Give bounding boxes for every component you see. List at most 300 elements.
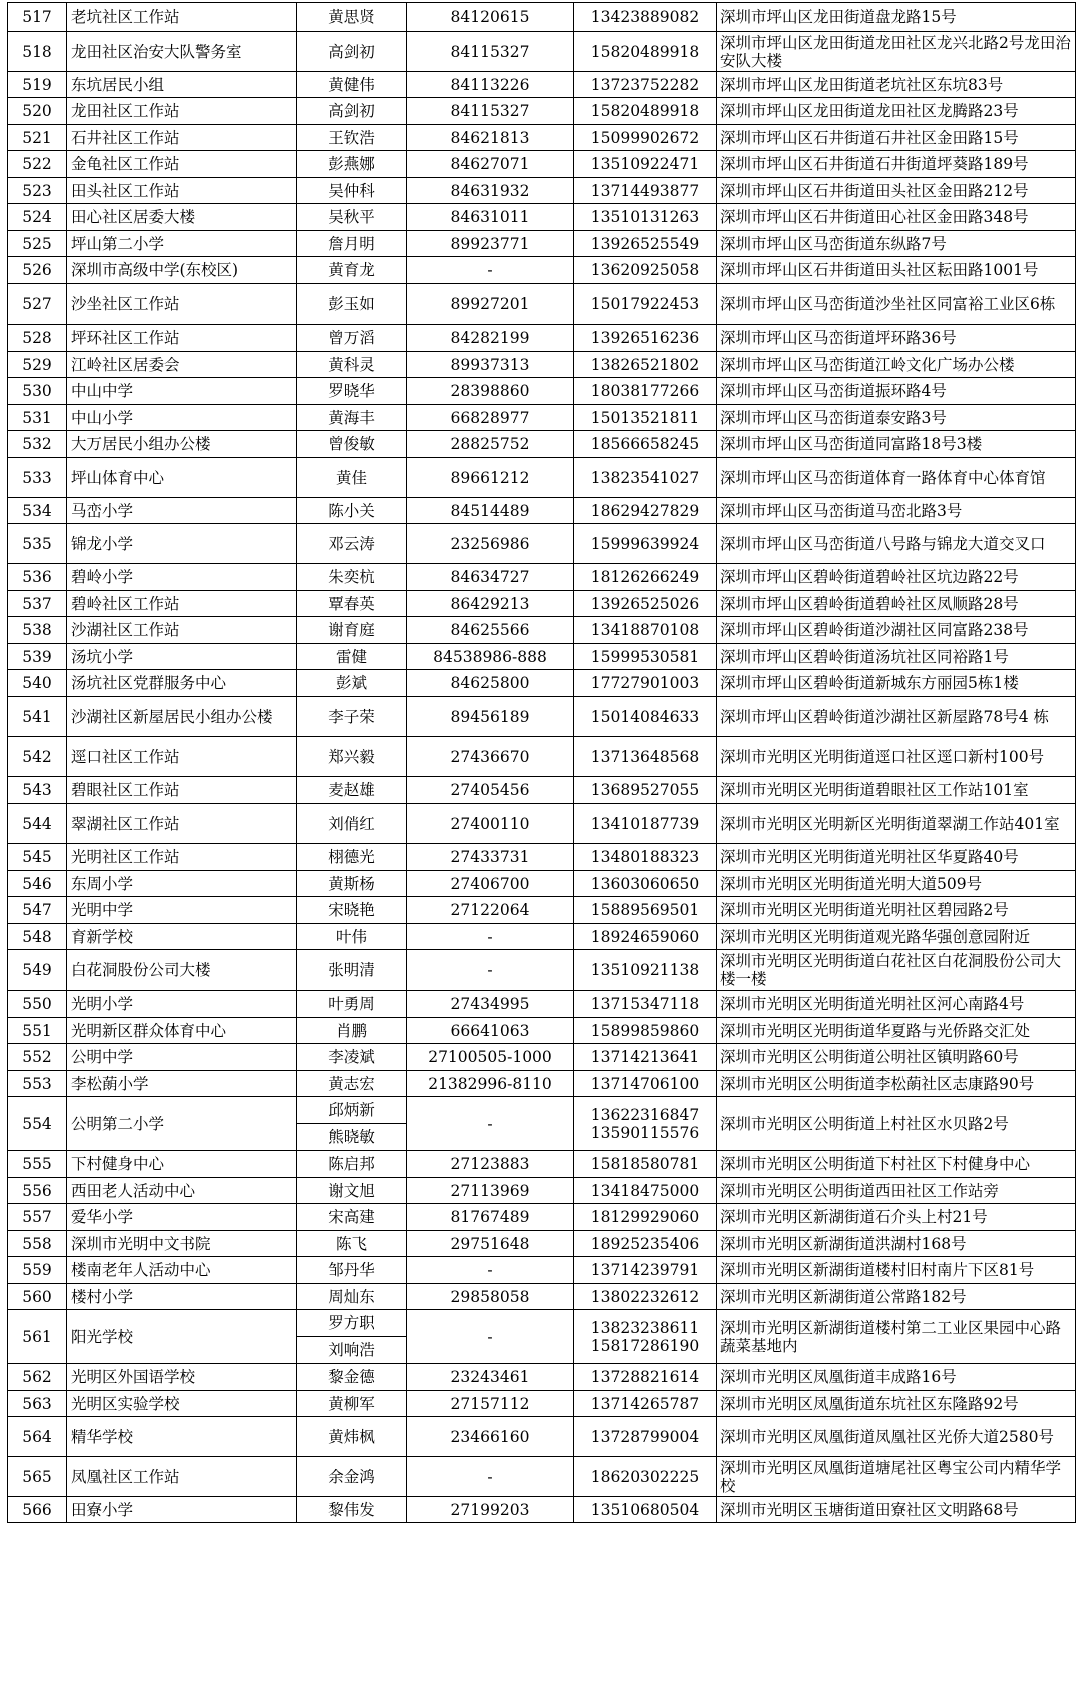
site-address: 深圳市光明区新湖街道石介头上村21号 bbox=[717, 1204, 1076, 1231]
mobile-phone bbox=[574, 777, 717, 804]
table-row bbox=[8, 844, 1076, 871]
mobile-number: 13823541027 bbox=[590, 468, 700, 487]
mobile-number: 13713648568 bbox=[590, 747, 700, 766]
office-phone: 23466160 bbox=[407, 1417, 574, 1457]
row-number: 519 bbox=[8, 72, 67, 98]
site-address: 深圳市光明区凤凰街道凤凰社区光侨大道2580号 bbox=[717, 1417, 1076, 1457]
row-number: 554 bbox=[8, 1097, 67, 1151]
contact-person: 詹月明 bbox=[297, 231, 407, 257]
site-address: 深圳市坪山区马峦街道振环路4号 bbox=[717, 378, 1076, 405]
table-row bbox=[8, 1457, 1076, 1497]
row-number: 530 bbox=[8, 378, 67, 405]
row-number: 564 bbox=[8, 1417, 67, 1457]
site-address: 深圳市坪山区马峦街道江岭文化广场办公楼 bbox=[717, 352, 1076, 378]
mobile-phone bbox=[574, 991, 717, 1018]
mobile-number: 15999639924 bbox=[590, 534, 700, 553]
office-phone: 29858058 bbox=[407, 1284, 574, 1310]
site-name: 下村健身中心 bbox=[67, 1151, 297, 1178]
row-number: 525 bbox=[8, 231, 67, 257]
office-phone: 84625566 bbox=[407, 617, 574, 644]
table-row bbox=[8, 591, 1076, 617]
site-address: 深圳市坪山区马峦街道八号路与锦龙大道交叉口 bbox=[717, 524, 1076, 564]
office-phone: 89937313 bbox=[407, 352, 574, 378]
mobile-phone bbox=[574, 1097, 717, 1151]
office-phone: - bbox=[407, 1457, 574, 1497]
site-name: 光明区外国语学校 bbox=[67, 1364, 297, 1391]
mobile-number: 15099902672 bbox=[590, 128, 700, 147]
table-body bbox=[8, 3, 1076, 1523]
row-number: 540 bbox=[8, 670, 67, 697]
mobile-number: 13480188323 bbox=[590, 848, 700, 866]
row-number: 532 bbox=[8, 431, 67, 458]
mobile-phone bbox=[574, 1071, 717, 1097]
row-number: 546 bbox=[8, 871, 67, 897]
site-name: 龙田社区工作站 bbox=[67, 98, 297, 125]
contact-person: 熊晓敏 bbox=[297, 1124, 407, 1151]
mobile-number: 18925235406 bbox=[590, 1234, 700, 1253]
mobile-phone bbox=[574, 231, 717, 257]
office-phone: 89456189 bbox=[407, 697, 574, 737]
office-phone: 66828977 bbox=[407, 405, 574, 431]
site-name: 金龟社区工作站 bbox=[67, 151, 297, 178]
mobile-number: 13714239791 bbox=[590, 1261, 700, 1279]
contact-person: 黄炜枫 bbox=[297, 1417, 407, 1457]
table-row bbox=[8, 924, 1076, 950]
office-phone: 23243461 bbox=[407, 1364, 574, 1391]
contact-person: 黄斯杨 bbox=[297, 871, 407, 897]
office-phone: 84282199 bbox=[407, 325, 574, 352]
contact-person: 覃春英 bbox=[297, 591, 407, 617]
mobile-phone bbox=[574, 1364, 717, 1391]
site-name: 爱华小学 bbox=[67, 1204, 297, 1231]
contact-person: 黎伟发 bbox=[297, 1497, 407, 1523]
table-row bbox=[8, 1364, 1076, 1391]
site-address: 深圳市坪山区马峦街道坪环路36号 bbox=[717, 325, 1076, 352]
mobile-number: 13689527055 bbox=[590, 781, 700, 799]
contact-person: 谢文旭 bbox=[297, 1178, 407, 1204]
office-phone: 21382996-8110 bbox=[407, 1071, 574, 1097]
site-address: 深圳市光明区公明街道公明社区镇明路60号 bbox=[717, 1044, 1076, 1071]
mobile-phone bbox=[574, 284, 717, 325]
mobile-number: 18126266249 bbox=[590, 568, 700, 586]
table-row bbox=[8, 644, 1076, 670]
mobile-number: 18620302225 bbox=[590, 1467, 700, 1486]
office-phone: 84115327 bbox=[407, 98, 574, 125]
mobile-number: 13603060650 bbox=[590, 874, 700, 893]
table-row bbox=[8, 1257, 1076, 1284]
contact-person: 邹丹华 bbox=[297, 1257, 407, 1284]
site-address: 深圳市光明区凤凰街道塘尾社区粤宝公司内精华学校 bbox=[717, 1457, 1076, 1497]
mobile-phone bbox=[574, 897, 717, 924]
site-name: 西田老人活动中心 bbox=[67, 1178, 297, 1204]
mobile-number: 13826521802 bbox=[590, 355, 700, 374]
contact-person: 高剑初 bbox=[297, 98, 407, 125]
table-row bbox=[8, 804, 1076, 844]
mobile-number: 13714493877 bbox=[590, 181, 700, 200]
table-row bbox=[8, 564, 1076, 591]
site-name: 精华学校 bbox=[67, 1417, 297, 1457]
office-phone: 28398860 bbox=[407, 378, 574, 405]
office-phone: - bbox=[407, 950, 574, 991]
office-phone: 27433731 bbox=[407, 844, 574, 871]
site-name: 沙坐社区工作站 bbox=[67, 284, 297, 325]
site-name: 光明区实验学校 bbox=[67, 1391, 297, 1417]
table-row bbox=[8, 871, 1076, 897]
office-phone: 27405456 bbox=[407, 777, 574, 804]
mobile-phone bbox=[574, 871, 717, 897]
site-address: 深圳市坪山区碧岭街道汤坑社区同裕路1号 bbox=[717, 644, 1076, 670]
row-number: 522 bbox=[8, 151, 67, 178]
contact-person: 黎金德 bbox=[297, 1364, 407, 1391]
site-name: 光明社区工作站 bbox=[67, 844, 297, 871]
contact-person: 曾万滔 bbox=[297, 325, 407, 352]
site-name: 沙湖社区新屋居民小组办公楼 bbox=[67, 697, 297, 737]
mobile-number: 18924659060 bbox=[590, 927, 700, 946]
table-row bbox=[8, 151, 1076, 178]
mobile-phone bbox=[574, 1310, 717, 1364]
row-number: 520 bbox=[8, 98, 67, 125]
site-address: 深圳市坪山区石井街道田头社区金田路212号 bbox=[717, 178, 1076, 204]
office-phone: 84113226 bbox=[407, 72, 574, 98]
office-phone: - bbox=[407, 1310, 574, 1364]
table-row bbox=[8, 1044, 1076, 1071]
site-name: 凤凰社区工作站 bbox=[67, 1457, 297, 1497]
contact-person: 刘俏红 bbox=[297, 804, 407, 844]
mobile-number: 13510680504 bbox=[590, 1500, 700, 1519]
site-address: 深圳市坪山区马峦街道泰安路3号 bbox=[717, 405, 1076, 431]
site-address: 深圳市坪山区马峦街道马峦北路3号 bbox=[717, 498, 1076, 524]
row-number: 517 bbox=[8, 3, 67, 32]
mobile-number: 13715347118 bbox=[590, 995, 700, 1013]
site-address: 深圳市光明区光明街道观光路华强创意园附近 bbox=[717, 924, 1076, 950]
mobile-phone bbox=[574, 1284, 717, 1310]
table-row bbox=[8, 231, 1076, 257]
mobile-phone bbox=[574, 1417, 717, 1457]
table-row bbox=[8, 991, 1076, 1018]
mobile-phone bbox=[574, 405, 717, 431]
table-row bbox=[8, 1310, 1076, 1337]
site-name: 田寮小学 bbox=[67, 1497, 297, 1523]
site-address: 深圳市坪山区石井街道田心社区金田路348号 bbox=[717, 204, 1076, 231]
mobile-phone bbox=[574, 1018, 717, 1044]
site-address: 深圳市光明区凤凰街道丰成路16号 bbox=[717, 1364, 1076, 1391]
contact-person: 黄健伟 bbox=[297, 72, 407, 98]
office-phone: 66641063 bbox=[407, 1018, 574, 1044]
contact-person: 周灿东 bbox=[297, 1284, 407, 1310]
table-row bbox=[8, 1284, 1076, 1310]
mobile-number: 13802232612 bbox=[590, 1287, 700, 1306]
contact-person: 罗方职 bbox=[297, 1310, 407, 1337]
site-name: 石井社区工作站 bbox=[67, 125, 297, 151]
row-number: 539 bbox=[8, 644, 67, 670]
contact-person: 宋高建 bbox=[297, 1204, 407, 1231]
office-phone: 27100505-1000 bbox=[407, 1044, 574, 1071]
mobile-number: 13926516236 bbox=[590, 329, 700, 347]
office-phone: 27122064 bbox=[407, 897, 574, 924]
mobile-phone bbox=[574, 1204, 717, 1231]
row-number: 518 bbox=[8, 32, 67, 72]
mobile-phone bbox=[574, 1257, 717, 1284]
contact-person: 叶勇周 bbox=[297, 991, 407, 1018]
office-phone: 27400110 bbox=[407, 804, 574, 844]
site-address: 深圳市光明区新湖街道楼村第二工业区果园中心路蔬菜基地内 bbox=[717, 1310, 1076, 1364]
table-row bbox=[8, 617, 1076, 644]
table-row bbox=[8, 1391, 1076, 1417]
site-name: 坪环社区工作站 bbox=[67, 325, 297, 352]
contact-person: 曾俊敏 bbox=[297, 431, 407, 458]
row-number: 535 bbox=[8, 524, 67, 564]
site-name: 公明中学 bbox=[67, 1044, 297, 1071]
site-address: 深圳市光明区光明街道光明大道509号 bbox=[717, 871, 1076, 897]
site-name: 江岭社区居委会 bbox=[67, 352, 297, 378]
mobile-number: 13620925058 bbox=[590, 261, 700, 279]
site-address: 深圳市坪山区马峦街道沙坐社区同富裕工业区6栋 bbox=[717, 284, 1076, 325]
office-phone: 84627071 bbox=[407, 151, 574, 178]
contact-person: 彭玉如 bbox=[297, 284, 407, 325]
mobile-number: 13714213641 bbox=[590, 1048, 700, 1066]
office-phone: 89923771 bbox=[407, 231, 574, 257]
row-number: 555 bbox=[8, 1151, 67, 1178]
office-phone: 86429213 bbox=[407, 591, 574, 617]
table-row bbox=[8, 458, 1076, 498]
office-phone: 84514489 bbox=[407, 498, 574, 524]
site-name: 锦龙小学 bbox=[67, 524, 297, 564]
site-address: 深圳市光明区公明街道下村社区下村健身中心 bbox=[717, 1151, 1076, 1178]
site-address: 深圳市光明区光明街道华夏路与光侨路交汇处 bbox=[717, 1018, 1076, 1044]
site-address: 深圳市坪山区石井街道田头社区耘田路1001号 bbox=[717, 257, 1076, 284]
site-address: 深圳市坪山区碧岭街道碧岭社区坑边路22号 bbox=[717, 564, 1076, 591]
office-phone: - bbox=[407, 257, 574, 284]
site-name: 楼南老年人活动中心 bbox=[67, 1257, 297, 1284]
mobile-phone bbox=[574, 670, 717, 697]
site-name: 中山小学 bbox=[67, 405, 297, 431]
office-phone: 84115327 bbox=[407, 32, 574, 72]
site-name: 田心社区居委大楼 bbox=[67, 204, 297, 231]
mobile-phone bbox=[574, 378, 717, 405]
site-name: 东坑居民小组 bbox=[67, 72, 297, 98]
table-row bbox=[8, 1097, 1076, 1124]
site-address: 深圳市坪山区碧岭街道沙湖社区同富路238号 bbox=[717, 617, 1076, 644]
site-name: 育新学校 bbox=[67, 924, 297, 950]
mobile-number: 13410187739 bbox=[590, 814, 700, 833]
table-row bbox=[8, 431, 1076, 458]
office-phone: 84538986-888 bbox=[407, 644, 574, 670]
site-address: 深圳市坪山区马峦街道同富路18号3楼 bbox=[717, 431, 1076, 458]
contact-person: 黄思贤 bbox=[297, 3, 407, 32]
site-name: 汤坑社区党群服务中心 bbox=[67, 670, 297, 697]
row-number: 558 bbox=[8, 1231, 67, 1257]
site-name: 碧岭社区工作站 bbox=[67, 591, 297, 617]
mobile-phone bbox=[574, 178, 717, 204]
row-number: 538 bbox=[8, 617, 67, 644]
site-address: 深圳市光明区光明街道碧眼社区工作站101室 bbox=[717, 777, 1076, 804]
row-number: 556 bbox=[8, 1178, 67, 1204]
row-number: 550 bbox=[8, 991, 67, 1018]
mobile-number: 13723752282 bbox=[590, 75, 700, 94]
row-number: 549 bbox=[8, 950, 67, 991]
mobile-number: 18038177266 bbox=[590, 382, 700, 400]
site-name: 深圳市高级中学(东校区) bbox=[67, 257, 297, 284]
site-name: 田头社区工作站 bbox=[67, 178, 297, 204]
mobile-phone bbox=[574, 72, 717, 98]
mobile-number: 13728821614 bbox=[590, 1368, 700, 1386]
contact-person: 吴仲科 bbox=[297, 178, 407, 204]
office-phone: 84120615 bbox=[407, 3, 574, 32]
mobile-phone bbox=[574, 737, 717, 777]
mobile-phone bbox=[574, 32, 717, 72]
contact-person: 叶伟 bbox=[297, 924, 407, 950]
mobile-number: 13510922471 bbox=[590, 155, 700, 173]
row-number: 536 bbox=[8, 564, 67, 591]
row-number: 529 bbox=[8, 352, 67, 378]
mobile-phone bbox=[574, 617, 717, 644]
site-name: 李松蓢小学 bbox=[67, 1071, 297, 1097]
contact-person: 余金鸿 bbox=[297, 1457, 407, 1497]
mobile-phone bbox=[574, 3, 717, 32]
site-name: 东周小学 bbox=[67, 871, 297, 897]
contact-person: 黄佳 bbox=[297, 458, 407, 498]
site-address: 深圳市坪山区龙田街道老坑社区东坑83号 bbox=[717, 72, 1076, 98]
contact-person: 谢育庭 bbox=[297, 617, 407, 644]
mobile-number: 15013521811 bbox=[590, 408, 700, 427]
site-address: 深圳市光明区凤凰街道东坑社区东隆路92号 bbox=[717, 1391, 1076, 1417]
office-phone: 84625800 bbox=[407, 670, 574, 697]
mobile-phone bbox=[574, 125, 717, 151]
mobile-phone bbox=[574, 591, 717, 617]
row-number: 557 bbox=[8, 1204, 67, 1231]
mobile-number: 15820489918 bbox=[590, 102, 700, 120]
mobile-phone bbox=[574, 352, 717, 378]
row-number: 523 bbox=[8, 178, 67, 204]
contact-person: 彭燕娜 bbox=[297, 151, 407, 178]
site-address: 深圳市光明区玉塘街道田寮社区文明路68号 bbox=[717, 1497, 1076, 1523]
row-number: 527 bbox=[8, 284, 67, 325]
office-phone: 27406700 bbox=[407, 871, 574, 897]
contact-person: 栩德光 bbox=[297, 844, 407, 871]
row-number: 561 bbox=[8, 1310, 67, 1364]
contact-person: 郑兴毅 bbox=[297, 737, 407, 777]
row-number: 560 bbox=[8, 1284, 67, 1310]
site-name: 逕口社区工作站 bbox=[67, 737, 297, 777]
contact-person: 刘响浩 bbox=[297, 1337, 407, 1364]
site-address: 深圳市光明区公明街道西田社区工作站旁 bbox=[717, 1178, 1076, 1204]
site-address: 深圳市光明区新湖街道公常路182号 bbox=[717, 1284, 1076, 1310]
table-row bbox=[8, 352, 1076, 378]
mobile-number: 13510921138 bbox=[590, 961, 700, 979]
contact-person: 黄柳军 bbox=[297, 1391, 407, 1417]
site-directory-table bbox=[7, 2, 1076, 1523]
row-number: 551 bbox=[8, 1018, 67, 1044]
contact-person: 邱炳新 bbox=[297, 1097, 407, 1124]
contact-person: 张明清 bbox=[297, 950, 407, 991]
site-address: 深圳市光明区光明街道白花社区白花洞股份公司大楼一楼 bbox=[717, 950, 1076, 991]
office-phone: 27199203 bbox=[407, 1497, 574, 1523]
site-address: 深圳市坪山区碧岭街道沙湖社区新屋路78号4 栋 bbox=[717, 697, 1076, 737]
mobile-number: 15014084633 bbox=[590, 707, 700, 726]
site-name: 楼村小学 bbox=[67, 1284, 297, 1310]
table-row bbox=[8, 178, 1076, 204]
site-name: 光明中学 bbox=[67, 897, 297, 924]
contact-person: 罗晓华 bbox=[297, 378, 407, 405]
mobile-phone bbox=[574, 950, 717, 991]
office-phone: 84631011 bbox=[407, 204, 574, 231]
contact-person: 陈启邦 bbox=[297, 1151, 407, 1178]
mobile-phone bbox=[574, 804, 717, 844]
mobile-number: 13926525549 bbox=[590, 234, 700, 253]
site-address: 深圳市光明区光明街道光明社区河心南路4号 bbox=[717, 991, 1076, 1018]
mobile-phone bbox=[574, 458, 717, 498]
table-row bbox=[8, 32, 1076, 72]
site-address: 深圳市坪山区碧岭街道新城东方丽园5栋1楼 bbox=[717, 670, 1076, 697]
site-address: 深圳市坪山区龙田街道盘龙路15号 bbox=[717, 3, 1076, 32]
mobile-number: 13926525026 bbox=[590, 594, 700, 613]
table-row bbox=[8, 498, 1076, 524]
site-name: 大万居民小组办公楼 bbox=[67, 431, 297, 458]
mobile-phone bbox=[574, 924, 717, 950]
mobile-phone bbox=[574, 1151, 717, 1178]
contact-person: 李凌斌 bbox=[297, 1044, 407, 1071]
mobile-phone bbox=[574, 325, 717, 352]
mobile-phone bbox=[574, 431, 717, 458]
mobile-phone bbox=[574, 564, 717, 591]
table-row bbox=[8, 524, 1076, 564]
office-phone: 84631932 bbox=[407, 178, 574, 204]
office-phone: 89661212 bbox=[407, 458, 574, 498]
row-number: 531 bbox=[8, 405, 67, 431]
site-address: 深圳市坪山区马峦街道体育一路体育中心体育馆 bbox=[717, 458, 1076, 498]
site-name: 阳光学校 bbox=[67, 1310, 297, 1364]
office-phone: 84634727 bbox=[407, 564, 574, 591]
row-number: 543 bbox=[8, 777, 67, 804]
office-phone: 27436670 bbox=[407, 737, 574, 777]
table-row bbox=[8, 1417, 1076, 1457]
office-phone: 27157112 bbox=[407, 1391, 574, 1417]
mobile-phone bbox=[574, 1231, 717, 1257]
mobile-number: 18566658245 bbox=[590, 435, 700, 453]
mobile-phone bbox=[574, 844, 717, 871]
mobile-phone bbox=[574, 1391, 717, 1417]
mobile-number: 18629427829 bbox=[590, 501, 700, 520]
site-address: 深圳市光明区新湖街道楼村旧村南片下区81号 bbox=[717, 1257, 1076, 1284]
site-address: 深圳市光明区公明街道李松蓢社区志康路90号 bbox=[717, 1071, 1076, 1097]
contact-person: 雷健 bbox=[297, 644, 407, 670]
office-phone: 81767489 bbox=[407, 1204, 574, 1231]
mobile-number: 13423889082 bbox=[590, 8, 700, 26]
site-address: 深圳市光明区新湖街道洪湖村168号 bbox=[717, 1231, 1076, 1257]
mobile-number: 15820489918 bbox=[590, 42, 700, 61]
site-name: 马峦小学 bbox=[67, 498, 297, 524]
contact-person: 彭斌 bbox=[297, 670, 407, 697]
mobile-number: 13510131263 bbox=[590, 208, 700, 226]
mobile-phone bbox=[574, 697, 717, 737]
contact-person: 黄科灵 bbox=[297, 352, 407, 378]
mobile-phone bbox=[574, 498, 717, 524]
table-row bbox=[8, 378, 1076, 405]
mobile-phone bbox=[574, 1457, 717, 1497]
table-row bbox=[8, 777, 1076, 804]
site-name: 碧岭小学 bbox=[67, 564, 297, 591]
site-name: 龙田社区治安大队警务室 bbox=[67, 32, 297, 72]
row-number: 526 bbox=[8, 257, 67, 284]
mobile-number: 17727901003 bbox=[590, 674, 700, 692]
office-phone: 29751648 bbox=[407, 1231, 574, 1257]
mobile-phone bbox=[574, 204, 717, 231]
site-address: 深圳市光明区光明新区光明街道翠湖工作站401室 bbox=[717, 804, 1076, 844]
contact-person: 王钦浩 bbox=[297, 125, 407, 151]
row-number: 545 bbox=[8, 844, 67, 871]
table-row bbox=[8, 204, 1076, 231]
row-number: 566 bbox=[8, 1497, 67, 1523]
